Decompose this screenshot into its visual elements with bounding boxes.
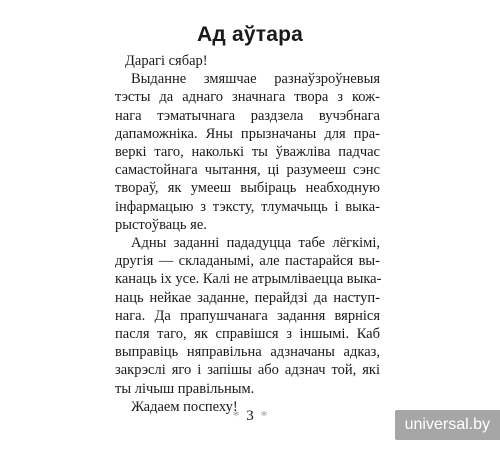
paragraph-line: пасля таго, як справішся з іншымі. Каб: [115, 326, 380, 343]
paragraph-line: самастойнага чытання, ці разумееш сэнс: [115, 162, 380, 179]
paragraph-line: твораў, як умееш выбіраць неабходную: [115, 180, 380, 197]
page-title: Ад аўтара: [197, 23, 303, 46]
paragraph-line: інфармацыю з тэксту, тлумачыць і выка-: [115, 198, 380, 215]
paragraph-line: Адны заданні пададуцца табе лёгкімі,: [131, 235, 380, 252]
star-ornament-icon: *: [260, 409, 268, 424]
paragraph-line: канаць іх усе. Калі не атрымліваецца выка-: [115, 271, 382, 288]
paragraph-line: дапаможніка. Яны прызначаны для пра-: [115, 125, 380, 142]
paragraph-line: ты лічыш правільным.: [115, 380, 255, 397]
greeting: Дарагі сябар!: [125, 53, 208, 69]
page-number-value: 3: [246, 408, 254, 424]
paragraph-line: закрэслі яго і запішы або адзнач той, які: [115, 362, 380, 379]
paragraph-line: веркі таго, наколькі ты ўважліва падчас: [115, 144, 380, 161]
paragraph-2: [115, 234, 380, 398]
watermark-badge: universal.by: [395, 410, 500, 440]
paragraph-line: наць нейкае заданне, перайдзі да наступ-: [115, 289, 380, 306]
paragraph-1: [115, 70, 380, 234]
paragraph-line: нага тэматычнага раздзела вучэбнага: [115, 107, 380, 124]
paragraph-line: рыстоўваць яе.: [115, 216, 207, 233]
page-body: [115, 52, 380, 416]
paragraph-line: выправіць няправільна адзначаны адказ,: [115, 344, 380, 361]
paragraph-line: нага. Да прапушчанага задання вярніся: [115, 307, 380, 324]
paragraph-line: другія — складанымі, але пастарайся вы-: [115, 253, 380, 270]
star-ornament-icon: *: [232, 409, 240, 424]
closing-line: Жадаем поспеху!: [131, 398, 238, 415]
paragraph-line: тэсты да аднаго значнага твора з кож-: [115, 89, 380, 106]
paragraph-line: Выданне змяшчае разнаўзроўневыя: [131, 71, 380, 88]
